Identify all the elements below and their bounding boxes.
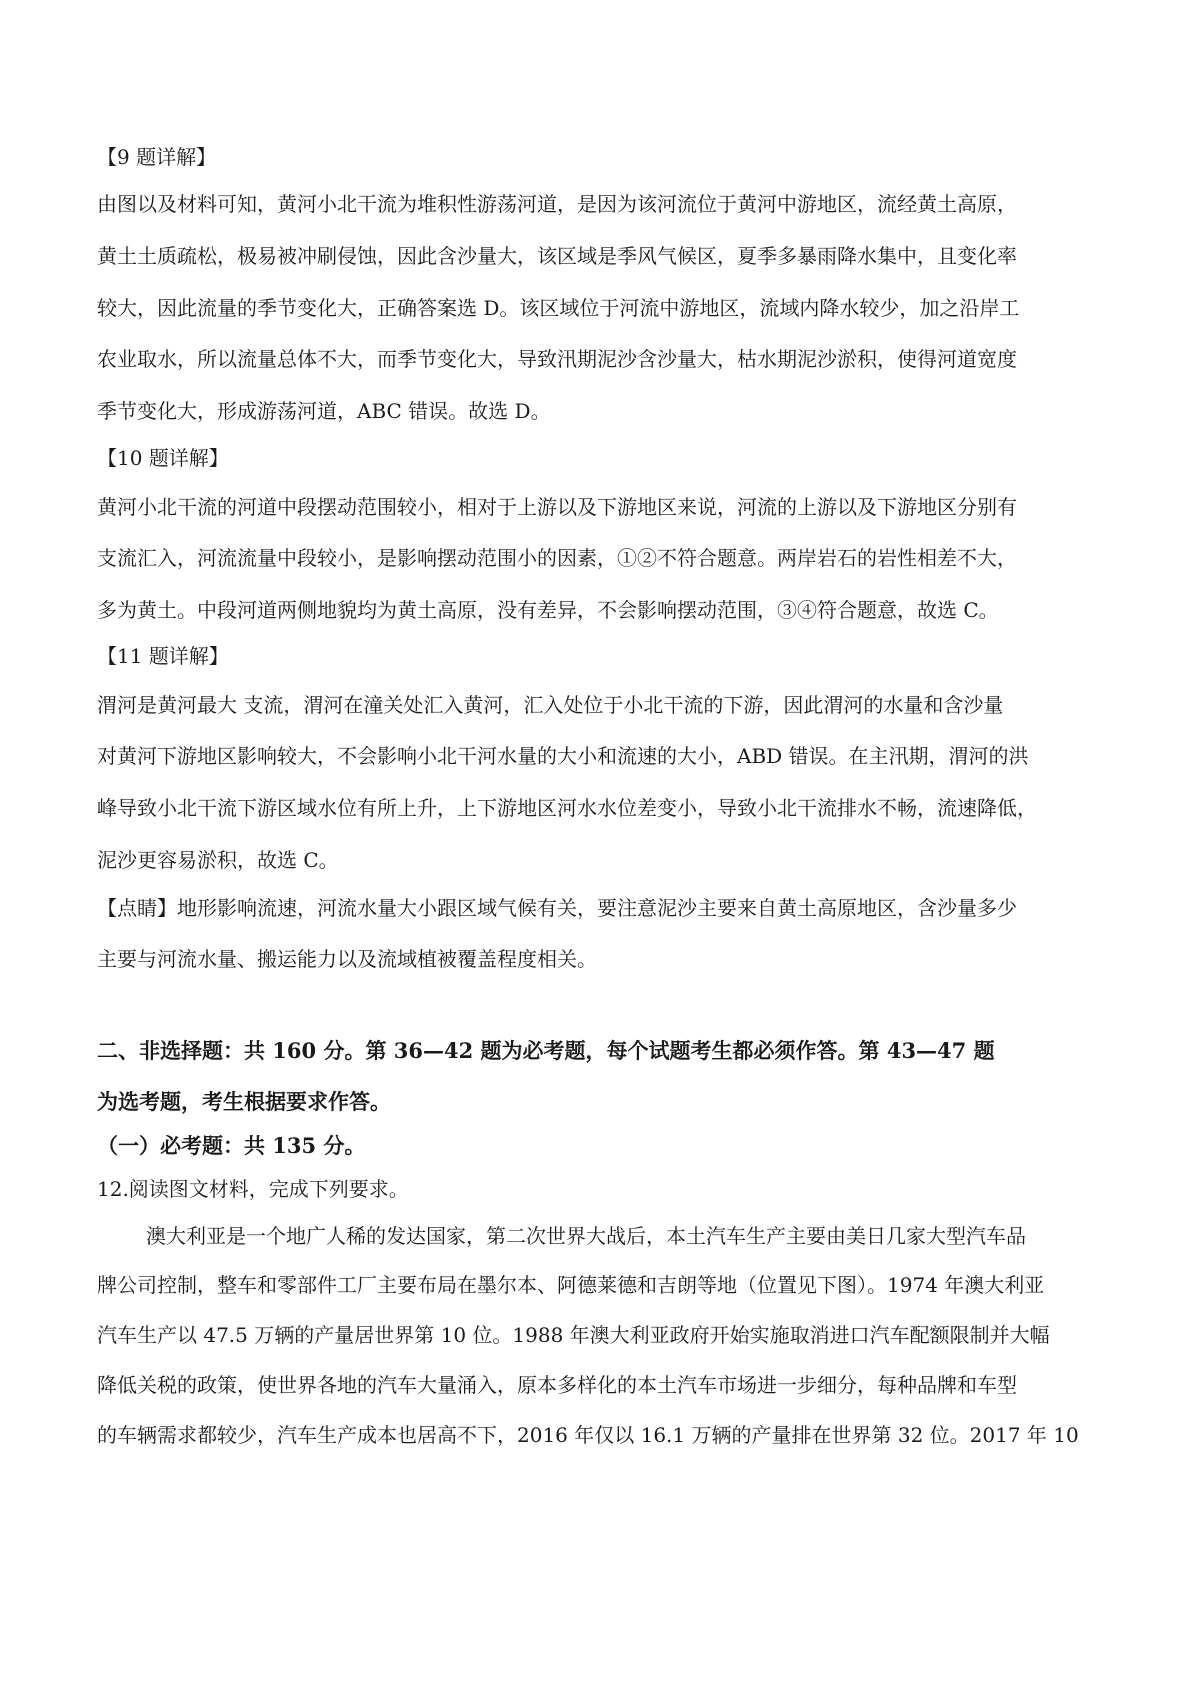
tip-line: 主要与河流水量、搬运能力以及流域植被覆盖程度相关。 — [97, 947, 597, 971]
q10-line: 多为黄土。中段河道两侧地貌均为黄土高原，没有差异，不会影响摆动范围，③④符合题意，故选 C。 — [97, 598, 999, 622]
q11-line: 渭河是黄河最大 支流，渭河在潼关处汇入黄河，汇入处位于小北干流的下游，因此渭河的水量和含沙量 — [97, 693, 1004, 717]
q11-line: 泥沙更容易淤积，故选 C。 — [97, 848, 339, 872]
q11-line: 对黄河下游地区影响较大，不会影响小北干河水量的大小和流速的大小，ABD 错误。在主汛期，渭河的洪 — [97, 744, 1029, 768]
q9-heading: 【9 题详解】 — [97, 145, 217, 169]
q9-line: 季节变化大，形成游荡河道，ABC 错误。故选 D。 — [97, 399, 551, 423]
q11-heading: 【11 题详解】 — [97, 644, 229, 668]
q9-line: 农业取水，所以流量总体不大，而季节变化大，导致汛期泥沙含沙量大，枯水期泥沙淤积，使得河道宽度 — [97, 347, 1017, 371]
q12-line: 的车辆需求都较少，汽车生产成本也居高不下，2016 年仅以 16.1 万辆的产量排在世界第 32 位。2017 年 10 — [97, 1423, 1079, 1447]
q12-line: 降低关税的政策，使世界各地的汽车大量涌入，原本多样化的本土汽车市场进一步细分，每种品牌和车型 — [97, 1373, 1017, 1397]
q11-line: 峰导致小北干流下游区域水位有所上升，上下游地区河水水位差变小，导致小北干流排水不畅，流速降低， — [97, 796, 1037, 820]
q12-line: 牌公司控制，整车和零部件工厂主要布局在墨尔本、阿德莱德和吉朗等地（位置见下图）。1974 年澳大利亚 — [97, 1273, 1045, 1297]
q10-heading: 【10 题详解】 — [97, 446, 229, 470]
q12-line: 汽车生产以 47.5 万辆的产量居世界第 10 位。1988 年澳大利亚政府开始实施取消进口汽车配额限制并大幅 — [97, 1323, 1050, 1347]
q10-line: 黄河小北干流的河道中段摆动范围较小，相对于上游以及下游地区来说，河流的上游以及下游地区分别有 — [97, 495, 1017, 519]
q12-prompt: 12.阅读图文材料，完成下列要求。 — [97, 1177, 409, 1201]
q9-line: 由图以及材料可知，黄河小北干流为堆积性游荡河道，是因为该河流位于黄河中游地区，流经黄土高原， — [97, 192, 1017, 216]
q10-line: 支流汇入，河流流量中段较小，是影响摆动范围小的因素，①②不符合题意。两岸岩石的岩性相差不大， — [97, 546, 1017, 570]
tip-line: 【点睛】地形影响流速，河流水量大小跟区域气候有关，要注意泥沙主要来自黄土高原地区，含沙量多少 — [97, 896, 1017, 920]
section-subtitle: （一）必考题：共 135 分。 — [97, 1133, 366, 1158]
q9-line: 较大，因此流量的季节变化大，正确答案选 D。该区域位于河流中游地区，流域内降水较少，加之沿岸工 — [97, 296, 1020, 320]
q12-line: 澳大利亚是一个地广人稀的发达国家，第二次世界大战后，本土汽车生产主要由美日几家大型汽车品 — [146, 1224, 1026, 1248]
section-title: 为选考题，考生根据要求作答。 — [97, 1089, 391, 1114]
q9-line: 黄土土质疏松，极易被冲刷侵蚀，因此含沙量大，该区域是季风气候区，夏季多暴雨降水集中，且变化率 — [97, 244, 1017, 268]
section-title: 二、非选择题：共 160 分。第 36—42 题为必考题，每个试题考生都必须作答。第 43—47 题 — [97, 1038, 995, 1063]
